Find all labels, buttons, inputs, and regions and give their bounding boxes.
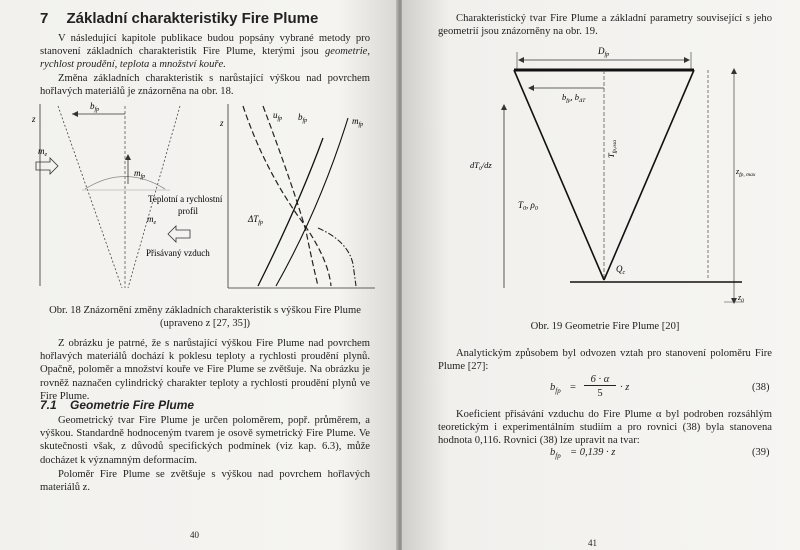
intro-emphasis-2: množství kouře. (159, 59, 226, 71)
intro-text-b: a (149, 59, 160, 71)
eq39-number: (39) (752, 447, 770, 458)
page-number-left: 40 (190, 530, 199, 540)
mass-arrowhead (125, 154, 131, 160)
diameter-arrowhead-right (684, 57, 690, 63)
figure-19-caption: Obr. 19 Geometrie Fire Plume [20] (530, 321, 680, 332)
coefficient-paragraph: Koeficient přisávání vzduchu do Fire Plume α byl podroben rozsáhlým teoretickým i experimentálním studiím a pro rovnici (38) byla stanovena hodnota 0,116. Rovnici (38) lze upravit na tvar: (438, 409, 772, 447)
diameter-arrowhead-left (518, 57, 524, 63)
radius-arrowhead (72, 111, 78, 117)
intro-emphasis: geometrie, rychlost proudění, teplota (40, 46, 370, 71)
eq38-denominator: 5 (597, 388, 603, 399)
diameter-label: $D_{fp}$ (598, 46, 610, 58)
equation-39 (550, 447, 780, 465)
cone-edge-left (514, 70, 604, 280)
profile-label-line2: profil (178, 206, 198, 216)
eq38-lhs: $b_{fp}$ (550, 382, 561, 396)
right-intro-paragraph: Charakteristický tvar Fire Plume a základní parametry související s jeho geometrií jsou znázorněny na obr. 19. (438, 13, 772, 38)
figure-reference-paragraph: Změna základních charakteristik s narůstající výškou nad povrchem hořlavých materiálů je znázorněna na obr. 18. (40, 73, 370, 98)
section-number: 7.1 (40, 398, 57, 412)
section-heading (40, 398, 194, 412)
plume-radius-label: $b_{fp}$, $b_{\Delta T}$ (562, 92, 586, 104)
entrained-mass-label-right: $m_e$ (147, 214, 157, 226)
section-title: Geometrie Fire Plume (70, 398, 195, 412)
page-number-right: 41 (588, 538, 597, 548)
velocity-curve (243, 106, 331, 286)
figure-18 (30, 96, 380, 296)
intro-paragraph (40, 32, 370, 72)
eq39-lhs: $b_{fp}$ (550, 447, 561, 461)
plume-edge-left (58, 106, 122, 288)
intro-text-a: V následující kapitole publikace budou popsány vybrané metody pro stanovení základních charakteristik Fire Plume, kterými jsou (40, 33, 370, 58)
right-page (402, 0, 800, 550)
radius-curve-label: $b_{fp}$ (298, 112, 308, 124)
figure-18-caption (40, 304, 370, 330)
entrainment-arrow-left (36, 158, 58, 174)
equation-38 (550, 374, 780, 404)
profile-curve (318, 228, 356, 286)
geometry-paragraph: Geometrický tvar Fire Plume je určen poloměrem, popř. průměrem, a výškou. Standardně hodnoceným tvarem je osově symetrický Fire Plume. Ve skutečnosti však, z důvodů specifických podmínek (viz kap. 6.3), může docházet k významným deformacím. (40, 415, 370, 466)
eq38-tail: · z (620, 382, 630, 393)
figure-18-caption-line2: (upraveno z [27, 35]) (159, 318, 250, 329)
z-axis-label-right: z (220, 118, 224, 128)
profile-label-line1: Teplotní a rychlostní (148, 194, 223, 204)
virtual-origin-label: $z_0$ (738, 293, 744, 304)
eq38-numerator: 6 · α (584, 374, 616, 386)
z-axis-label-left: z (32, 114, 36, 124)
gradient-arrowhead (501, 104, 507, 110)
figure-18-caption-line1: Obr. 18 Znázornění změny základních charakteristik s výškou Fire Plume (49, 305, 361, 316)
zmax-arrowhead-top (731, 68, 737, 74)
ambient-label: $T_0$, $\rho_0$ (518, 200, 538, 212)
observation-paragraph: Z obrázku je patrné, že s narůstající výškou Fire Plume nad povrchem hořlavých materiálů dochází k poklesu teploty a rychlosti proudění plynů. Opačně, poloměr a množství kouře ve Fire Plume se zvětšuje. Na obrázku je rovněž naznačen cylindrický charakter teploty a rychlosti proudění plynů ve Fire Plume. (40, 338, 370, 402)
gradient-label: $dT_0/dz$ (470, 160, 492, 172)
entrained-air-label: Přisávaný vzduch (146, 248, 210, 258)
plume-mass-label: $m_{fp}$ (134, 168, 146, 180)
zmax-arrowhead-bottom (731, 298, 737, 304)
cone-edge-right (604, 70, 694, 280)
axis-temperature-label: $T_{fp,osa}$ (606, 139, 618, 158)
eq38-equals: = (570, 382, 576, 393)
figure-19 (462, 40, 762, 312)
zmax-label: $z_{fp, max}$ (736, 167, 756, 178)
entrained-mass-label-left: $m_e$ (38, 146, 48, 158)
mass-curve-label: $m_{fp}$ (352, 116, 364, 128)
entrainment-arrow-right (168, 226, 190, 242)
radius-paragraph: Poloměr Fire Plume se zvětšuje s výškou nad povrchem hořlavých materiálů z. (40, 469, 370, 494)
eq38-number: (38) (752, 382, 770, 393)
chapter-number: 7 (40, 10, 49, 27)
radius-label: $b_{fp}$ (90, 101, 100, 113)
plume-radius-arrowhead (528, 85, 534, 91)
chapter-heading (40, 10, 318, 27)
left-page (0, 0, 398, 550)
velocity-label: $u_{fp}$ (273, 110, 283, 122)
eq39-rhs: = 0,139 · z (570, 447, 616, 458)
chapter-title: Základní charakteristiky Fire Plume (66, 10, 319, 27)
derivation-paragraph: Analytickým způsobem byl odvozen vztah pro stanovení poloměru Fire Plume [27]: (438, 348, 772, 373)
heat-release-label: $Q_c$ (616, 264, 626, 276)
temperature-curve-label: $\Delta T_{fp}$ (248, 214, 263, 226)
